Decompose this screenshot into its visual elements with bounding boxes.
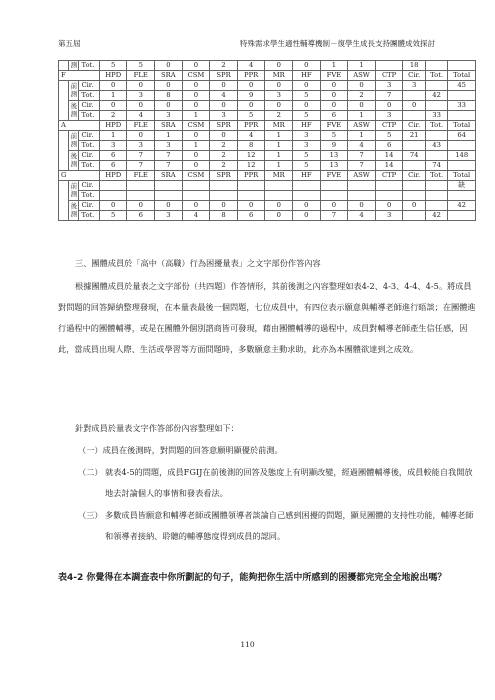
value-cell: [293, 181, 321, 191]
value-cell: 14: [375, 151, 403, 161]
group-label: G: [59, 171, 100, 181]
value-cell: 0: [182, 81, 210, 91]
value-cell: 8: [155, 91, 183, 101]
value-cell: 1: [155, 131, 183, 141]
value-cell: 0: [265, 201, 293, 211]
phase-cell: 測: [70, 60, 78, 69]
value-cell: 18: [403, 61, 425, 71]
total-cell: [448, 91, 476, 101]
phase-cell: 前測: [69, 131, 79, 151]
value-cell: 0: [155, 201, 183, 211]
value-cell: 1: [348, 111, 376, 121]
value-cell: 13: [320, 161, 348, 171]
value-cell: 8: [210, 211, 238, 221]
value-cell: 7: [348, 161, 376, 171]
value-cell: [375, 181, 403, 191]
column-header: CTP: [375, 171, 403, 181]
value-cell: 4: [348, 141, 376, 151]
value-cell: 0: [99, 101, 127, 111]
value-cell: 0: [348, 201, 376, 211]
column-header: MR: [265, 121, 293, 131]
column-header: Cir.: [403, 71, 425, 81]
value-cell: 4: [348, 211, 376, 221]
column-header: ASW: [348, 121, 376, 131]
value-cell: 0: [99, 81, 127, 91]
total-cell: [448, 141, 476, 151]
value-cell: 1: [182, 111, 210, 121]
value-cell: 0: [237, 81, 265, 91]
table-row: [59, 131, 476, 141]
column-header: CTP: [375, 121, 403, 131]
value-cell: [448, 61, 476, 71]
value-cell: 0: [99, 201, 127, 211]
value-cell: 0: [182, 101, 210, 111]
value-cell: 4: [237, 131, 265, 141]
value-cell: 0: [375, 201, 403, 211]
value-cell: 9: [320, 141, 348, 151]
total-cell: 148: [448, 151, 476, 161]
phase-cell: 前測: [69, 181, 79, 201]
value-cell: 12: [237, 151, 265, 161]
column-header: HPD: [99, 71, 127, 81]
value-cell: 0: [127, 201, 155, 211]
value-cell: [99, 181, 127, 191]
value-cell: 13: [320, 151, 348, 161]
total-cell: [448, 211, 476, 221]
value-cell: 5: [99, 211, 127, 221]
value-cell: 1: [320, 61, 348, 71]
total-cell: 42: [448, 201, 476, 211]
value-cell: 42: [425, 211, 447, 221]
value-cell: 0: [320, 91, 348, 101]
type-cell: Cir.: [79, 81, 99, 91]
value-cell: 0: [348, 101, 376, 111]
column-header: SPR: [210, 171, 238, 181]
value-cell: [348, 181, 376, 191]
value-cell: 43: [425, 141, 447, 151]
page-number: 110: [240, 640, 255, 649]
table-row: [59, 211, 476, 221]
value-cell: 0: [265, 211, 293, 221]
value-cell: 7: [155, 151, 183, 161]
column-header: HF: [293, 121, 321, 131]
value-cell: 0: [182, 201, 210, 211]
column-header: Cir.: [403, 171, 425, 181]
value-cell: 74: [425, 161, 447, 171]
phase-cell: 後測: [69, 151, 79, 171]
value-cell: 3: [155, 141, 183, 151]
table-row: [59, 191, 476, 201]
group-cell: [59, 81, 69, 121]
value-cell: 0: [375, 101, 403, 111]
type-cell: Tot.: [79, 191, 99, 201]
value-cell: 2: [210, 151, 238, 161]
table-row: [59, 101, 476, 111]
column-header: Total: [448, 121, 476, 131]
total-cell: 45: [448, 81, 476, 91]
value-cell: 3: [293, 131, 321, 141]
table-header-row: [59, 71, 476, 81]
value-cell: 21: [403, 131, 425, 141]
column-header: HPD: [99, 171, 127, 181]
value-cell: 3: [155, 111, 183, 121]
value-cell: [425, 131, 447, 141]
column-header: Tot.: [425, 71, 447, 81]
column-header: ASW: [348, 71, 376, 81]
value-cell: 0: [293, 81, 321, 91]
value-cell: 2: [265, 111, 293, 121]
total-cell: [425, 61, 447, 71]
value-cell: 0: [182, 161, 210, 171]
column-header: PPR: [237, 71, 265, 81]
value-cell: [127, 191, 155, 201]
value-cell: [265, 191, 293, 201]
value-cell: 5: [293, 161, 321, 171]
value-cell: 0: [348, 81, 376, 91]
value-cell: [155, 191, 183, 201]
table-row: [59, 111, 476, 121]
value-cell: [375, 61, 403, 71]
column-header: MR: [265, 171, 293, 181]
column-header: PPR: [237, 121, 265, 131]
table-row: [59, 201, 476, 211]
value-cell: 2: [210, 141, 238, 151]
value-cell: 0: [293, 61, 321, 71]
value-cell: 4: [237, 61, 265, 71]
value-cell: [403, 111, 425, 121]
value-cell: 2: [99, 111, 127, 121]
value-cell: 14: [375, 161, 403, 171]
column-header: FVE: [320, 171, 348, 181]
type-cell: Cir.: [79, 131, 99, 141]
value-cell: 5: [320, 131, 348, 141]
value-cell: 0: [155, 61, 183, 71]
item-number: （一）: [78, 445, 103, 455]
value-cell: 42: [425, 91, 447, 101]
column-header: PPR: [237, 171, 265, 181]
value-cell: 1: [348, 61, 376, 71]
value-cell: 3: [127, 91, 155, 101]
value-cell: 7: [348, 151, 376, 161]
value-cell: 0: [127, 81, 155, 91]
value-cell: [403, 91, 425, 101]
value-cell: 6: [99, 161, 127, 171]
section-title: 三、團體成員於「高中（高職）行為困擾量表」之文字部份作答內容: [75, 258, 321, 268]
column-header: SRA: [155, 121, 183, 131]
value-cell: 0: [293, 201, 321, 211]
item-text: 就表4-5的問題，成員FGIJ在前後測的回答及態度上有明顯改變，經過團體輔導後，成員較能自我開放地去討論個人的事情和發表看法。: [105, 467, 473, 498]
total-cell: [448, 161, 476, 171]
value-cell: 0: [127, 131, 155, 141]
value-cell: 3: [375, 81, 403, 91]
value-cell: 12: [237, 161, 265, 171]
column-header: HPD: [99, 121, 127, 131]
value-cell: 0: [320, 101, 348, 111]
total-cell: 33: [448, 101, 476, 111]
column-header: Tot.: [425, 171, 447, 181]
table-row: [59, 61, 476, 71]
type-cell: Tot.: [79, 61, 99, 71]
column-header: ASW: [348, 171, 376, 181]
item-text: 多數成員皆願意和輔導老師或團體領導者談論自己感到困擾的問題，顯見團體的支持性功能，輔導老師和領導者接納、聆聽的輔導態度得到成員的認同。: [105, 510, 474, 541]
item-number: （二）: [78, 467, 103, 477]
total-cell: [448, 191, 476, 201]
group-cell: [59, 61, 69, 71]
value-cell: [182, 181, 210, 191]
value-cell: 6: [375, 141, 403, 151]
group-cell: [59, 131, 69, 171]
value-cell: 2: [348, 91, 376, 101]
value-cell: 0: [237, 101, 265, 111]
value-cell: [320, 191, 348, 201]
column-header: Cir.: [403, 121, 425, 131]
value-cell: 3: [127, 141, 155, 151]
value-cell: 1: [99, 91, 127, 101]
table-caption: 表4-2 你覺得在本調查表中你所劃記的句子，能夠把你生活中所感到的困擾都完完全全地說出嗎？: [58, 573, 447, 583]
group-label: A: [59, 121, 100, 131]
column-header: FLE: [127, 171, 155, 181]
value-cell: [425, 181, 447, 191]
value-cell: 0: [182, 61, 210, 71]
value-cell: [425, 201, 447, 211]
value-cell: 74: [403, 151, 425, 161]
total-cell: [448, 111, 476, 121]
value-cell: 0: [293, 101, 321, 111]
header-left: 第五屆: [58, 39, 81, 48]
value-cell: [348, 191, 376, 201]
value-cell: 1: [265, 131, 293, 141]
column-header: CSM: [182, 71, 210, 81]
value-cell: [320, 181, 348, 191]
value-cell: 3: [403, 81, 425, 91]
list-item: [78, 440, 474, 461]
type-cell: Tot.: [79, 161, 99, 171]
value-cell: 0: [182, 151, 210, 161]
paragraph-summary: 根據團體成員於量表之文字部份（共四題）作答情形，其前後測之內容整理如表4-2、4-3、4-4、4-5。將成員對問題的回答歸納整理發現，在本量表最後一個問題，七位成員中，有四位表示願意與輔導老師進行晤談；在團體進行過程中的團體輔導，或是在團體外個別諮商皆可發現，藉由團體輔導的過程中，成員對輔導老師產生信任感，因此，當成員出現人際、生活或學習等方面問題時，多數願意主動求助，此亦為本團體欲達到之成效。: [58, 281, 476, 354]
type-cell: Cir.: [79, 151, 99, 161]
value-cell: 7: [127, 161, 155, 171]
value-cell: 3: [293, 141, 321, 151]
column-header: SPR: [210, 71, 238, 81]
column-header: SRA: [155, 71, 183, 81]
column-header: CSM: [182, 171, 210, 181]
table-header-row: [59, 121, 476, 131]
column-header: MR: [265, 71, 293, 81]
value-cell: [155, 181, 183, 191]
total-cell: 缺: [448, 181, 476, 191]
value-cell: 2: [210, 61, 238, 71]
value-cell: 3: [155, 211, 183, 221]
value-cell: 0: [155, 101, 183, 111]
table-row: [59, 81, 476, 91]
value-cell: 0: [155, 81, 183, 91]
phase-cell: 前測: [69, 81, 79, 101]
value-cell: 3: [375, 111, 403, 121]
type-cell: Tot.: [79, 211, 99, 221]
value-cell: 0: [403, 201, 425, 211]
value-cell: 8: [237, 141, 265, 151]
column-header: HF: [293, 171, 321, 181]
value-cell: 0: [403, 101, 425, 111]
type-cell: Cir.: [79, 201, 99, 211]
column-header: FVE: [320, 71, 348, 81]
value-cell: 6: [320, 111, 348, 121]
table-row: [59, 161, 476, 171]
column-header: CTP: [375, 71, 403, 81]
value-cell: 1: [99, 131, 127, 141]
group-label: F: [59, 71, 100, 81]
value-cell: [403, 161, 425, 171]
column-header: FVE: [320, 121, 348, 131]
value-cell: 0: [127, 101, 155, 111]
value-cell: [237, 191, 265, 201]
value-cell: [127, 181, 155, 191]
value-cell: 2: [210, 161, 238, 171]
value-cell: [237, 181, 265, 191]
value-cell: 0: [210, 81, 238, 91]
value-cell: 7: [320, 211, 348, 221]
value-cell: 1: [348, 131, 376, 141]
value-cell: 3: [265, 91, 293, 101]
table-row: [59, 181, 476, 191]
value-cell: 9: [237, 91, 265, 101]
table-row: [59, 141, 476, 151]
item-number: （三）: [78, 510, 103, 520]
table-row: [59, 151, 476, 161]
value-cell: 5: [293, 111, 321, 121]
value-cell: 5: [293, 91, 321, 101]
value-cell: [425, 191, 447, 201]
column-header: FLE: [127, 71, 155, 81]
value-cell: 1: [182, 141, 210, 151]
value-cell: 0: [265, 81, 293, 91]
value-cell: 0: [182, 131, 210, 141]
type-cell: Cir.: [79, 181, 99, 191]
value-cell: [403, 191, 425, 201]
value-cell: 5: [375, 131, 403, 141]
value-cell: 5: [99, 61, 127, 71]
value-cell: 0: [237, 201, 265, 211]
value-cell: 0: [210, 101, 238, 111]
value-cell: 0: [320, 81, 348, 91]
page-header: [58, 38, 435, 52]
value-cell: [403, 211, 425, 221]
value-cell: 1: [265, 151, 293, 161]
type-cell: Cir.: [79, 101, 99, 111]
header-right: 特殊需求學生適性輔導機制－復學生成長支持團體成效探討: [240, 39, 435, 48]
value-cell: 3: [210, 111, 238, 121]
value-cell: 0: [265, 101, 293, 111]
value-cell: 7: [155, 161, 183, 171]
value-cell: 3: [375, 211, 403, 221]
value-cell: 33: [425, 111, 447, 121]
value-cell: 0: [210, 201, 238, 211]
column-header: Total: [448, 171, 476, 181]
type-cell: Tot.: [79, 111, 99, 121]
value-cell: 7: [375, 91, 403, 101]
value-cell: [99, 191, 127, 201]
value-cell: 1: [265, 161, 293, 171]
value-cell: [403, 141, 425, 151]
value-cell: [210, 181, 238, 191]
value-cell: 0: [182, 91, 210, 101]
value-cell: [182, 191, 210, 201]
value-cell: 3: [99, 141, 127, 151]
behavior-scale-table: [58, 60, 476, 221]
type-cell: Tot.: [79, 141, 99, 151]
total-cell: 64: [448, 131, 476, 141]
column-header: Total: [448, 71, 476, 81]
value-cell: [403, 181, 425, 191]
value-cell: 0: [320, 201, 348, 211]
column-header: SRA: [155, 171, 183, 181]
value-cell: 5: [127, 61, 155, 71]
column-header: Tot.: [425, 121, 447, 131]
phase-cell: 後測: [69, 101, 79, 121]
value-cell: [375, 191, 403, 201]
item-text: 成員在後測時，對問題的回答意願明顯優於前測。: [102, 445, 283, 455]
table-header-row: [59, 171, 476, 181]
value-cell: [425, 151, 447, 161]
column-header: HF: [293, 71, 321, 81]
table-row: [59, 91, 476, 101]
value-cell: [293, 191, 321, 201]
value-cell: 4: [182, 211, 210, 221]
column-header: CSM: [182, 121, 210, 131]
value-cell: 0: [293, 211, 321, 221]
value-cell: [265, 181, 293, 191]
group-cell: [59, 181, 69, 221]
value-cell: [425, 101, 447, 111]
column-header: FLE: [127, 121, 155, 131]
value-cell: 0: [210, 131, 238, 141]
column-header: SPR: [210, 121, 238, 131]
paragraph-lead: 針對成員於量表文字作答部份內容整理如下：: [75, 423, 239, 433]
type-cell: Tot.: [79, 91, 99, 101]
value-cell: 6: [237, 211, 265, 221]
value-cell: 4: [127, 111, 155, 121]
value-cell: 5: [237, 111, 265, 121]
value-cell: 0: [265, 61, 293, 71]
phase-cell: 後測: [69, 201, 79, 221]
value-cell: [210, 191, 238, 201]
value-cell: 7: [127, 151, 155, 161]
value-cell: [425, 81, 447, 91]
value-cell: 6: [127, 211, 155, 221]
value-cell: 5: [293, 151, 321, 161]
value-cell: 6: [99, 151, 127, 161]
value-cell: 1: [265, 141, 293, 151]
value-cell: 4: [210, 91, 238, 101]
